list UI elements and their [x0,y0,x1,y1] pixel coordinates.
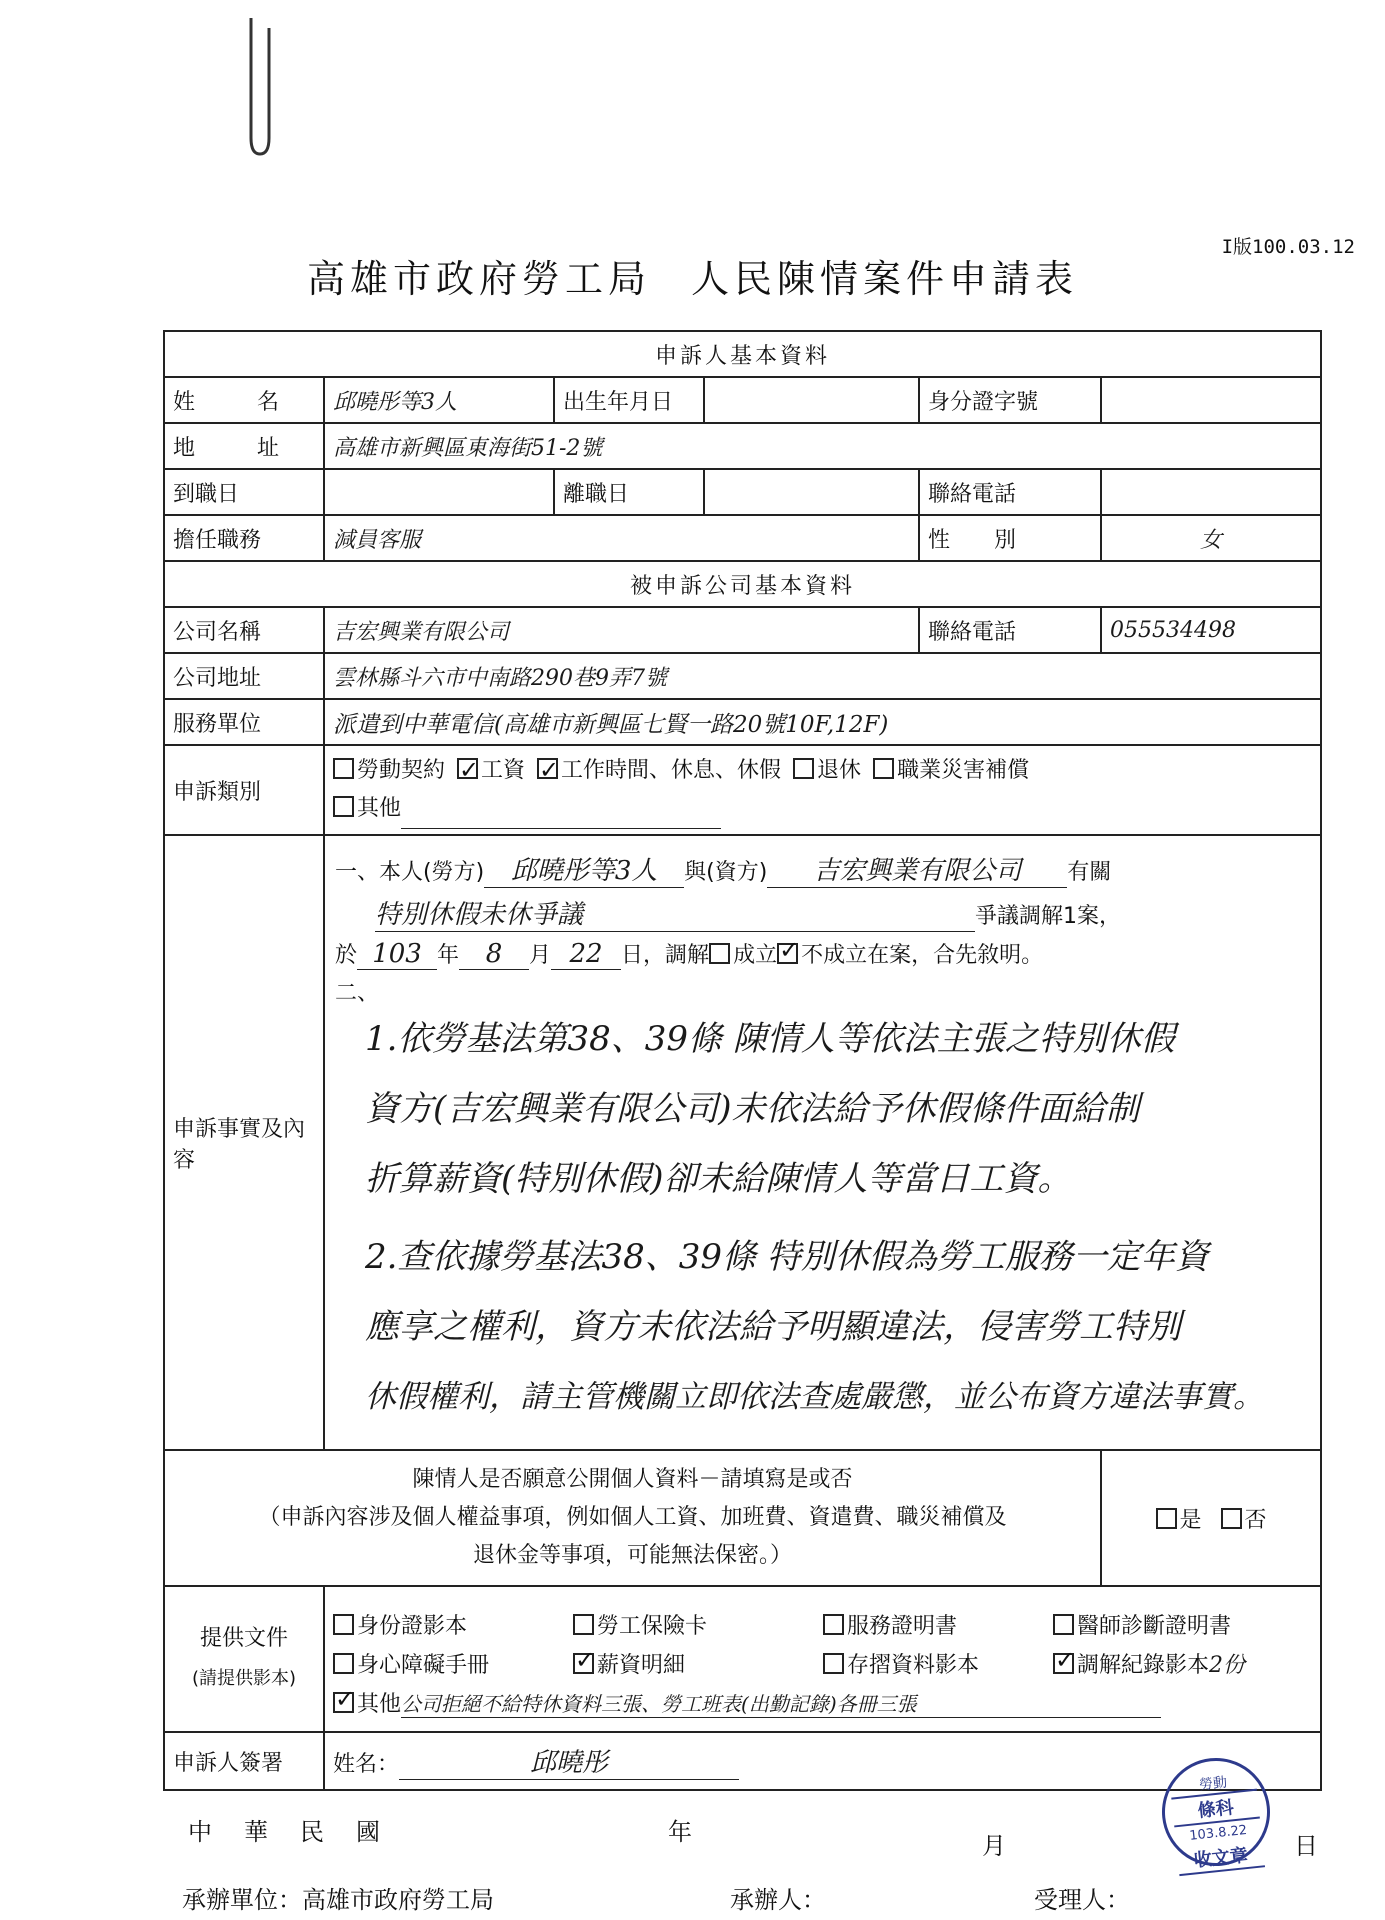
complainant-address[interactable]: 高雄市新興區東海街51-2號 [324,423,1321,469]
checkbox[interactable] [333,796,354,817]
consent-text [164,1450,1101,1586]
checkbox[interactable] [1221,1508,1242,1529]
complainant-gender[interactable]: 女 [1101,515,1321,561]
content-line-2: 特別休假未休爭議 爭議調解1案， [335,894,1310,932]
type-option-wage[interactable]: ✓ 工資 [457,758,525,783]
complaint-type-options [324,745,1321,835]
stamp-line: 條科 [1171,1789,1260,1828]
service-unit-label: 服務單位 [164,699,324,745]
form-version: I版100.03.12 [1221,236,1355,258]
footer-receiver: 受理人： [1034,1886,1130,1914]
company-name[interactable]: 吉宏興業有限公司 [324,607,919,653]
stamp-date: 103.8.22 [1188,1822,1248,1844]
checkbox-checked[interactable] [573,1653,594,1674]
content-line-3: 於 103 年 8 月 22 日，調解 成立✓ 不成立在案，合先敘明。 [335,938,1310,970]
checkbox-checked[interactable] [537,758,558,779]
date-day: 日 [1294,1832,1318,1860]
leave-date-value[interactable] [704,469,919,515]
section-complainant-header: 申訴人基本資料 [164,331,1321,377]
checkbox-checked[interactable] [457,758,478,779]
title-form-name: 人民陳情案件申請表 [691,257,1079,301]
consent-options [1101,1450,1321,1586]
company-address-label: 公司地址 [164,653,324,699]
doc-disability-handbook[interactable]: 身心障礙手冊 [333,1648,573,1679]
documents-label [164,1586,324,1732]
month-field[interactable]: 8 [459,939,529,970]
application-form [163,330,1322,1791]
footer-unit: 承辦單位：高雄市政府勞工局 [182,1886,494,1914]
position-label: 擔任職務 [164,515,324,561]
content-line-1: 一、本人(勞方) 邱曉彤等3人 與(資方) 吉宏興業有限公司 有關 [335,850,1310,888]
company-phone-label: 聯絡電話 [919,607,1101,653]
id-value[interactable] [1101,377,1321,423]
doc-id-copy[interactable]: 身份證影本 [333,1609,573,1640]
content-label: 申訴事實及內容 [164,835,324,1450]
year-field[interactable]: 103 [357,939,437,970]
date-year: 年 [668,1818,692,1846]
checkbox[interactable] [333,1614,354,1635]
checkbox-checked[interactable] [1053,1653,1074,1674]
birth-value[interactable] [704,377,919,423]
company-address[interactable]: 雲林縣斗六市中南路290巷9弄7號 [324,653,1321,699]
documents-list [324,1586,1321,1732]
doc-passbook[interactable]: 存摺資料影本 [823,1648,1053,1679]
checkbox[interactable] [1053,1614,1074,1635]
service-unit[interactable]: 派遣到中華電信(高雄市新興區七賢一路20號10F,12F) [324,699,1321,745]
checkbox[interactable] [333,758,354,779]
content-line-4: 二、 [335,981,380,1006]
complainant-name[interactable]: 邱曉彤等3人 [324,377,554,423]
phone-label: 聯絡電話 [919,469,1101,515]
address-label: 地 址 [164,423,324,469]
type-option-retirement[interactable]: 退休 [793,758,861,783]
signature-label: 申訴人簽署 [164,1732,324,1790]
start-date-value[interactable] [324,469,554,515]
documents-title: 提供文件 [199,1626,288,1651]
title-organization: 高雄市政府勞工局 [306,257,651,301]
date-roc: 中 華 民 國 [188,1818,384,1846]
type-option-hours[interactable]: ✓ 工作時間、休息、休假 [537,758,781,783]
start-date-label: 到職日 [164,469,324,515]
checkbox[interactable] [823,1614,844,1635]
footer-handler: 承辦人： [730,1886,826,1914]
content-item: 折算薪資(特別休假)卻未給陳情人等當日工資。 [365,1159,1072,1199]
checkbox[interactable] [1156,1508,1177,1529]
complaint-type-label: 申訴類別 [164,745,324,835]
birth-label: 出生年月日 [554,377,704,423]
leave-date-label: 離職日 [554,469,704,515]
doc-insurance-card[interactable]: 勞工保險卡 [573,1609,823,1640]
checkbox[interactable] [873,758,894,779]
company-phone[interactable]: 055534498 [1101,607,1321,653]
doc-payslip[interactable]: ✓ 薪資明細 [573,1648,823,1679]
name-label: 姓 名 [164,377,324,423]
consent-line: （申訴內容涉及個人權益事項，例如個人工資、加班費、資遣費、職災補償及 [258,1505,1007,1530]
mediation-copies: 2份 [1209,1652,1246,1678]
checkbox[interactable] [793,758,814,779]
stamp-top: 勞動 [1198,1774,1228,1794]
doc-other[interactable]: ✓其他公司拒絕不給特休資料三張、勞工班表(出勤記錄)各冊三張 [333,1687,1312,1718]
paper-clip-icon [243,18,277,158]
doc-mediation-record[interactable]: ✓ 調解紀錄影本2份 [1053,1648,1313,1679]
company-name-label: 公司名稱 [164,607,324,653]
content-item: 1.依勞基法第38、39條 陳情人等依法主張之特別休假 [365,1019,1175,1059]
page-title [0,248,1385,303]
issue-field[interactable]: 特別休假未休爭議 [375,894,975,932]
content-item: 應享之權利，資方未依法給予明顯違法，侵害勞工特別 [365,1307,1181,1347]
complainant-position[interactable]: 減員客服 [324,515,919,561]
signature-name[interactable]: 邱曉彤 [399,1742,739,1780]
consent-yes[interactable]: 是 [1156,1508,1202,1533]
signature-name-label: 姓名： [333,1752,400,1777]
employer-field[interactable]: 吉宏興業有限公司 [767,850,1067,888]
section-company-header: 被申訴公司基本資料 [164,561,1321,607]
mediation-success-checkbox[interactable] [709,943,730,964]
type-option-contract[interactable]: 勞動契約 [333,758,445,783]
content-item: 資方(吉宏興業有限公司)未依法給予休假條件面給制 [365,1089,1140,1129]
worker-field[interactable]: 邱曉彤等3人 [484,850,684,888]
doc-other-value[interactable]: 公司拒絕不給特休資料三張、勞工班表(出勤記錄)各冊三張 [401,1688,1161,1718]
documents-note: (請提供影本) [191,1668,297,1689]
content-area [324,835,1321,1450]
doc-service-cert[interactable]: 服務證明書 [823,1609,1053,1640]
checkbox[interactable] [823,1653,844,1674]
checkbox[interactable] [573,1614,594,1635]
date-month: 月 [982,1832,1006,1860]
doc-medical-cert[interactable]: 醫師診斷證明書 [1053,1609,1313,1640]
content-item: 休假權利，請主管機關立即依法查處嚴懲，並公布資方違法事實。 [365,1379,1264,1415]
day-field[interactable]: 22 [551,939,621,970]
stamp-bottom: 收文章 [1177,1839,1265,1876]
mediation-fail-checkbox[interactable] [777,943,798,964]
consent-line: 陳情人是否願意公開個人資料－請填寫是或否 [412,1467,853,1492]
checkbox-checked[interactable] [333,1692,354,1713]
content-item: 2.查依據勞基法38、39條 特別休假為勞工服務一定年資 [365,1237,1209,1277]
gender-label: 性 別 [919,515,1101,561]
id-label: 身分證字號 [919,377,1101,423]
consent-line: 退休金等事項，可能無法保密。） [472,1543,792,1568]
type-option-injury[interactable]: 職業災害補償 [873,758,1029,783]
consent-no[interactable]: 否 [1221,1508,1267,1533]
type-option-other[interactable]: 其他 [333,796,721,821]
checkbox[interactable] [333,1653,354,1674]
phone-value[interactable] [1101,469,1321,515]
